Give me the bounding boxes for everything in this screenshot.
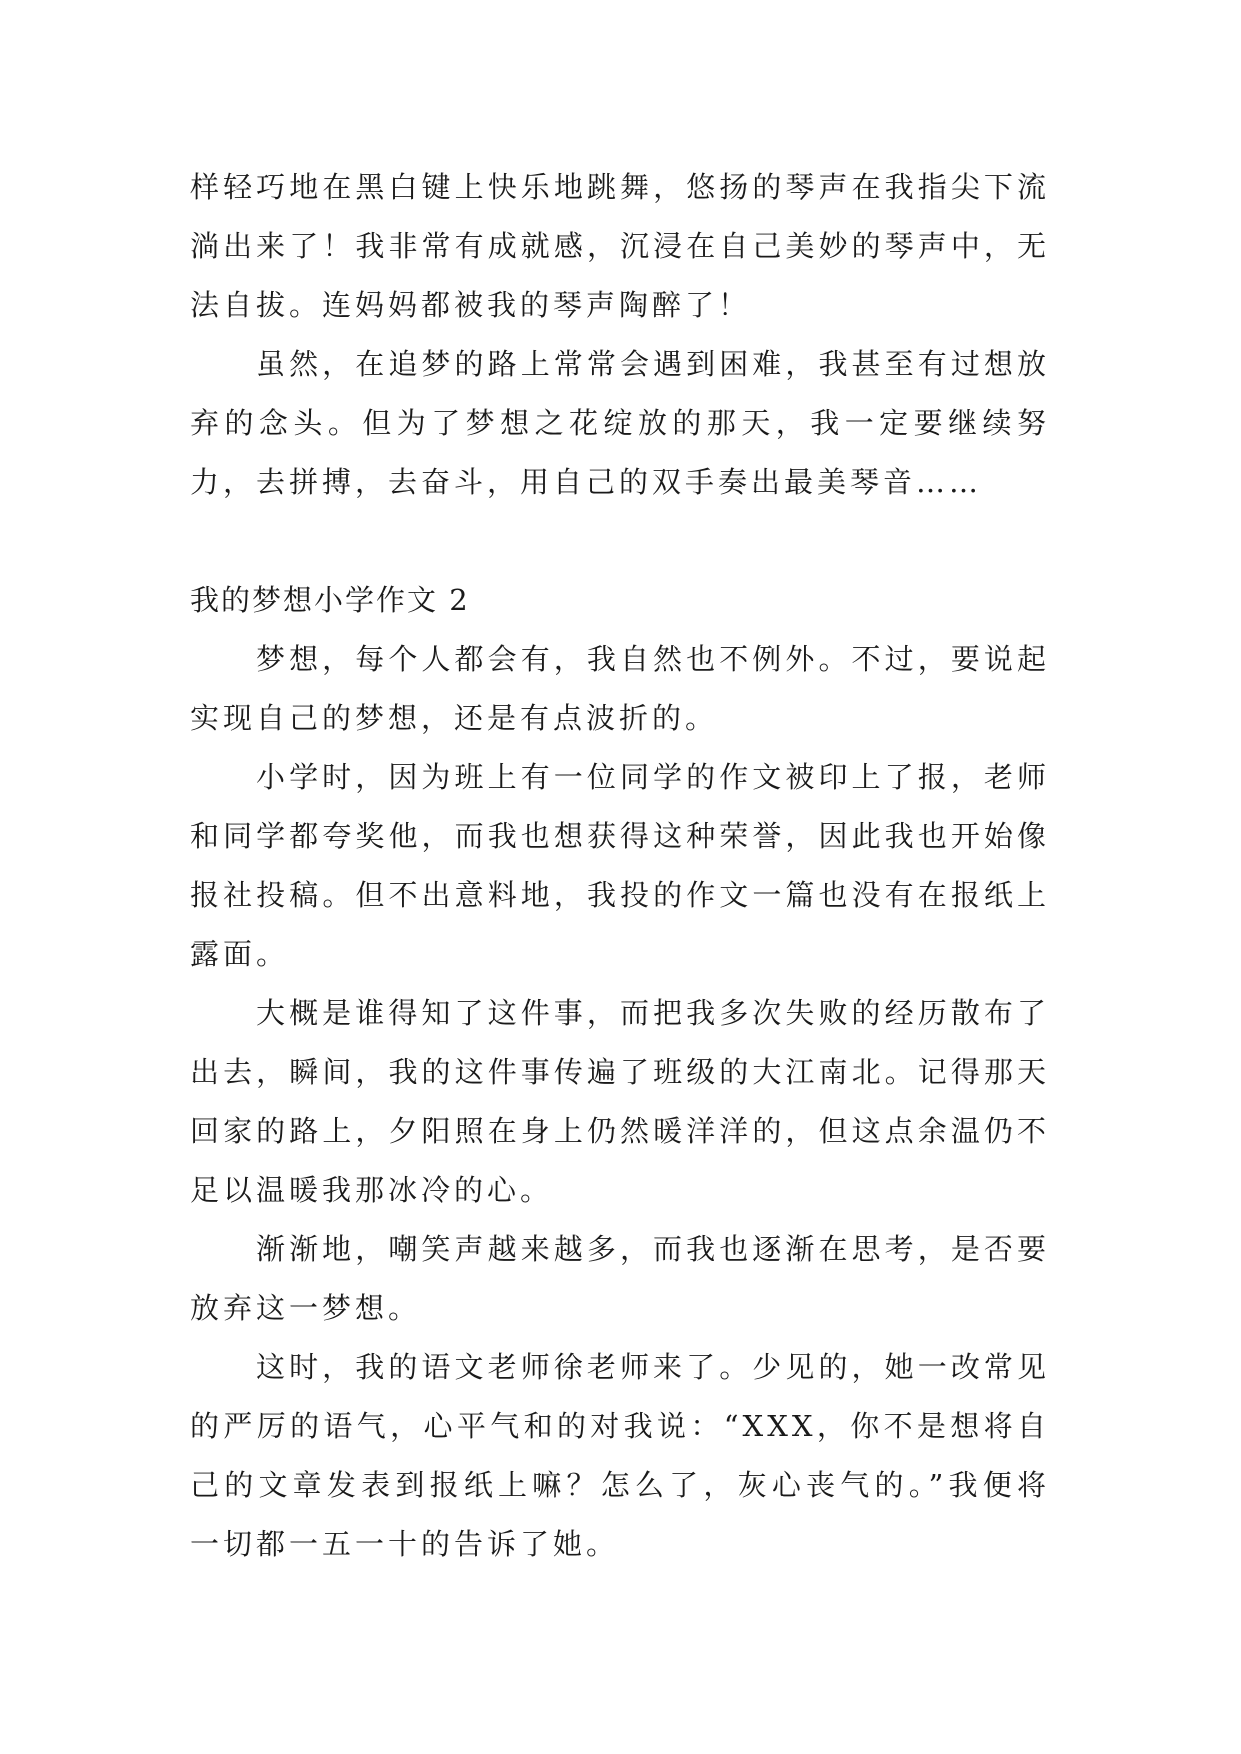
paragraph: 渐渐地，嘲笑声越来越多，而我也逐渐在思考，是否要放弃这一梦想。 <box>190 1232 1050 1325</box>
paragraph-continuation: 样轻巧地在黑白键上快乐地跳舞，悠扬的琴声在我指尖下流淌出来了！我非常有成就感，沉浸在自己美妙的琴声中，无法自拔。连妈妈都被我的琴声陶醉了！ <box>190 170 1050 322</box>
section-title: 我的梦想小学作文 2 <box>190 583 470 617</box>
paragraph: 梦想，每个人都会有，我自然也不例外。不过，要说起实现自己的梦想，还是有点波折的。 <box>190 642 1050 735</box>
paragraph: 这时，我的语文老师徐老师来了。少见的，她一改常见的严厉的语气，心平气和的对我说：“XXX，你不是想将自己的文章发表到报纸上嘛？怎么了，灰心丧气的。”我便将一切都一五一十的告诉了她。 <box>190 1350 1050 1561</box>
paragraph: 小学时，因为班上有一位同学的作文被印上了报，老师和同学都夸奖他，而我也想获得这种荣誉，因此我也开始像报社投稿。但不出意料地，我投的作文一篇也没有在报纸上露面。 <box>190 760 1050 971</box>
document-body <box>190 158 1050 1574</box>
paragraph: 大概是谁得知了这件事，而把我多次失败的经历散布了出去，瞬间，我的这件事传遍了班级的大江南北。记得那天回家的路上，夕阳照在身上仍然暖洋洋的，但这点余温仍不足以温暖我那冰冷的心。 <box>190 996 1050 1207</box>
paragraph: 虽然，在追梦的路上常常会遇到困难，我甚至有过想放弃的念头。但为了梦想之花绽放的那天，我一定要继续努力，去拼搏，去奋斗，用自己的双手奏出最美琴音…… <box>190 347 1050 499</box>
